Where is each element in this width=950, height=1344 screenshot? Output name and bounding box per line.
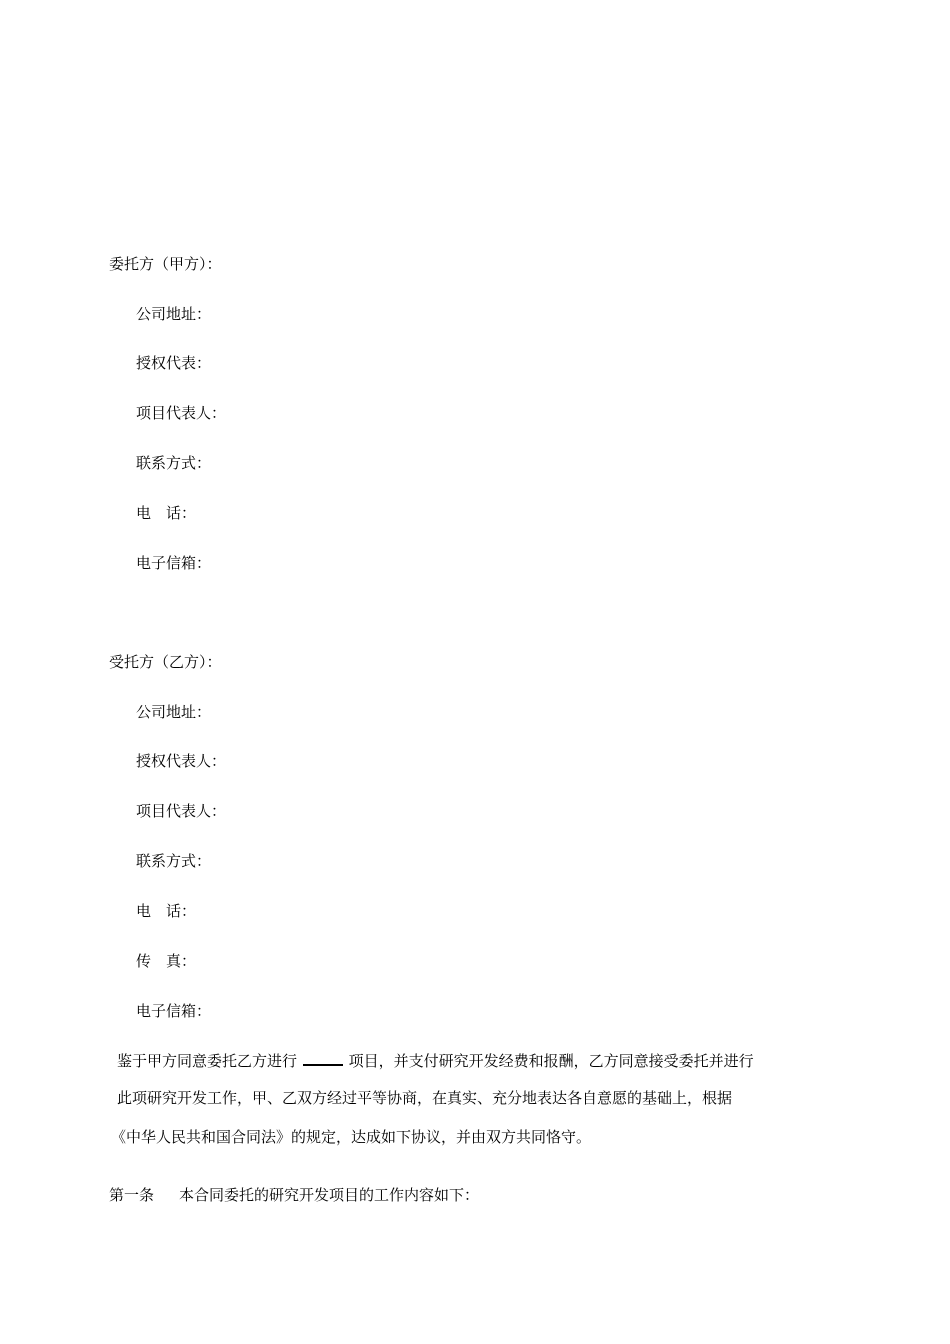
party-b-representative-label: 授权代表人： [136,752,227,770]
party-a-email-label: 电子信箱： [136,554,212,572]
party-b-phone-label: 电 话： [136,902,197,920]
article-1-text: 本合同委托的研究开发项目的工作内容如下： [179,1186,480,1204]
project-name-blank [303,1050,343,1066]
party-b-project-rep-label: 项目代表人： [136,802,227,820]
party-b-contact-label: 联系方式： [136,852,212,870]
party-a-representative-label: 授权代表： [136,354,212,372]
preamble-line-3: 《中华人民共和国合同法》的规定，达成如下协议，并由双方共同恪守。 [111,1128,592,1146]
party-a-heading: 委托方（甲方）： [109,255,222,273]
preamble-line-1 [117,1050,754,1071]
article-1-number: 第一条 [109,1186,155,1204]
party-a-project-rep-label: 项目代表人： [136,404,227,422]
party-b-fax-label: 传 真： [136,952,197,970]
party-b-email-label: 电子信箱： [136,1002,212,1020]
article-1 [109,1185,479,1205]
party-a-address-label: 公司地址： [136,305,212,323]
party-a-contact-label: 联系方式： [136,454,212,472]
preamble-line-1-after: 项目，并支付研究开发经费和报酬，乙方同意接受委托并进行 [348,1052,754,1070]
party-a-phone-label: 电 话： [136,504,197,522]
preamble-line-2: 此项研究开发工作，甲、乙双方经过平等协商，在真实、充分地表达各自意愿的基础上，根据 [117,1089,733,1107]
party-b-address-label: 公司地址： [136,703,212,721]
party-b-heading: 受托方（乙方）： [109,653,222,671]
preamble-line-1-before: 鉴于甲方同意委托乙方进行 [117,1052,298,1070]
